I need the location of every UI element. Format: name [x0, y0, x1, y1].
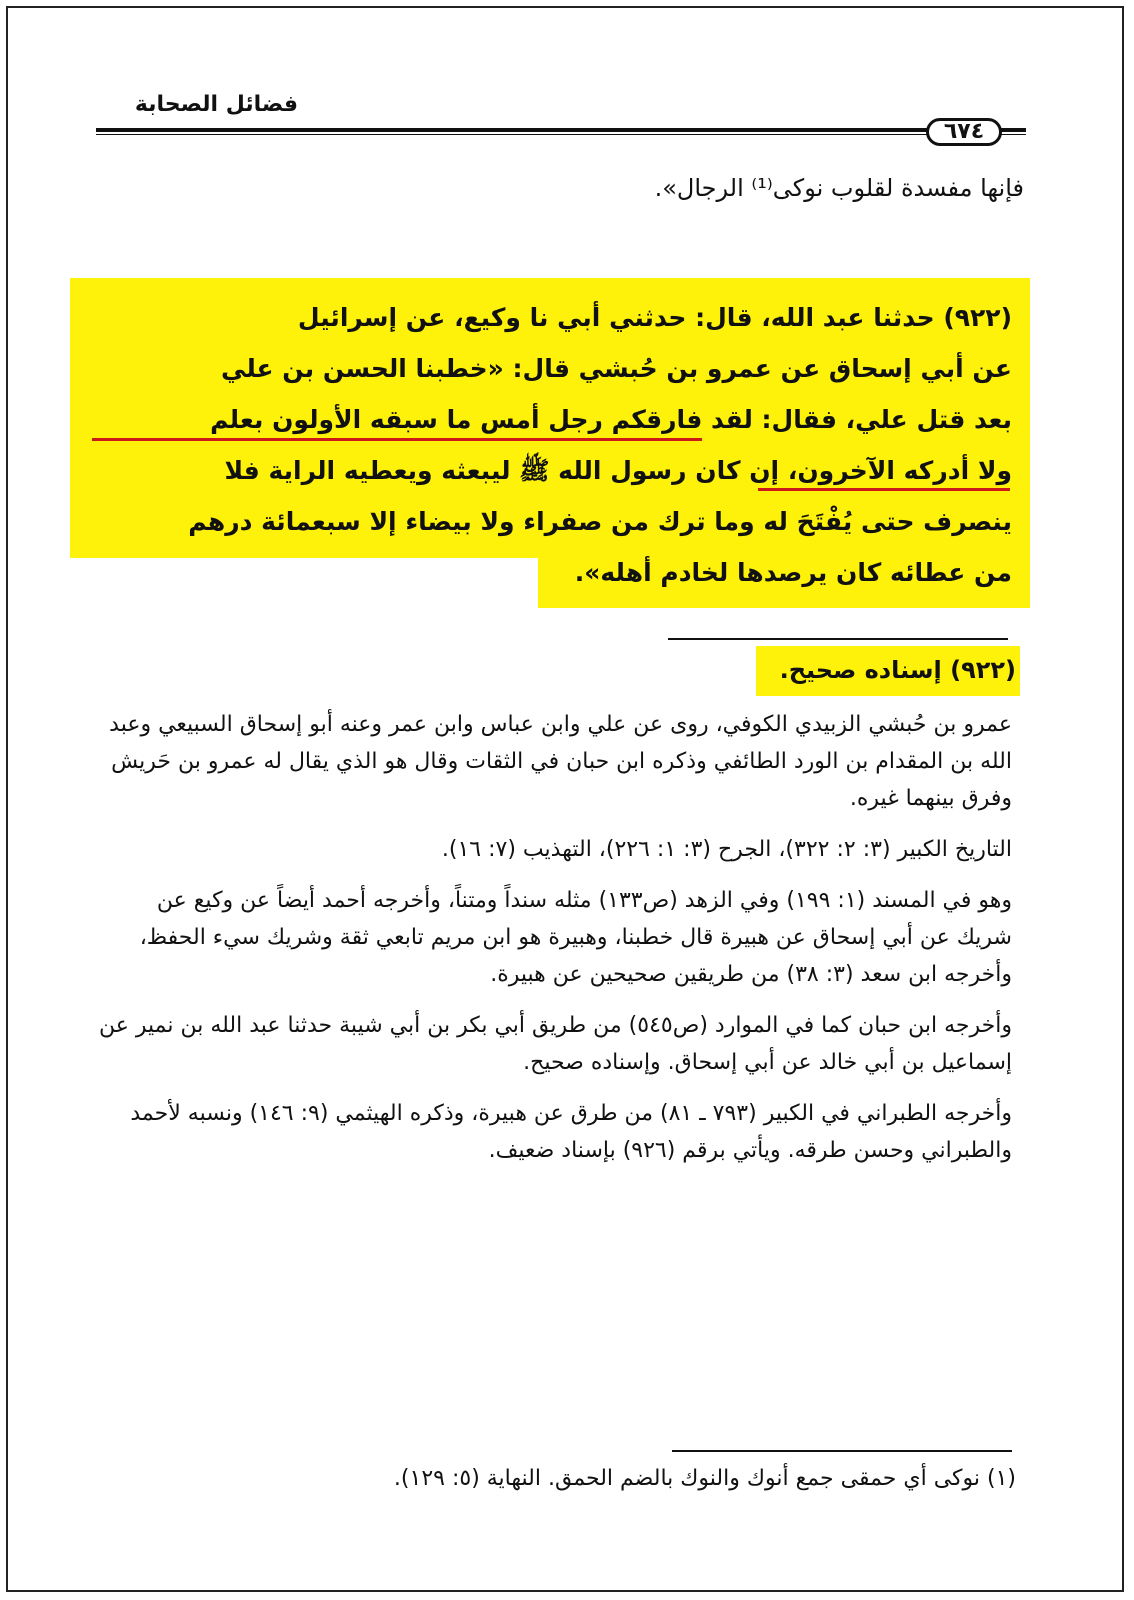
- header-rule: [96, 128, 1026, 132]
- isnad-reference: (٩٢٢) إسناده صحيح.: [779, 656, 1016, 684]
- note-paragraph: وهو في المسند (١: ١٩٩) وفي الزهد (ص١٣٣) مثله سنداً ومتناً، وأخرجه أحمد أيضاً عن وكيع عن شريك عن أبي إسحاق عن هبيرة قال خطبنا، وهبيرة هو ابن مريم تابعي ثقة وشريك سيء الحفظ، وأخرجه ابن سعد (٣: ٣٨) من طريقين صحيحين عن هبيرة.: [139, 888, 1012, 987]
- hadith-line: من عطائه كان يرصدها لخادم أهله».: [574, 558, 1012, 587]
- footnote-separator: [672, 1450, 1012, 1452]
- hadith-line: (٩٢٢) حدثنا عبد الله، قال: حدثني أبي نا وكيع، عن إسرائيل: [297, 303, 1012, 332]
- running-header-title: فضائل الصحابة: [134, 92, 298, 117]
- footnote: (١) نوكى أي حمقى جمع أنوك والنوك بالضم الحمق. النهاية (٥: ١٢٩).: [393, 1466, 1016, 1491]
- header-rule-thin: [96, 134, 1026, 135]
- note-paragraph: وأخرجه ابن حبان كما في الموارد (ص٥٤٥) من طريق أبي بكر بن أبي شيبة حدثنا عبد الله بن نمير عن إسماعيل بن أبي خالد عن أبي إسحاق. وإسناده صحيح.: [99, 1013, 1012, 1075]
- section-separator: [668, 638, 1008, 640]
- note-paragraph: وأخرجه الطبراني في الكبير (٧٩٣ ـ ٨١) من طرق عن هبيرة، وذكره الهيثمي (٩: ١٤٦) ونسبه لأحمد والطبراني وحسن طرقه. ويأتي برقم (٩٢٦) بإسناد ضعيف.: [130, 1101, 1012, 1163]
- note-paragraph: عمرو بن حُبشي الزبيدي الكوفي، روى عن علي وابن عباس وابن عمر وعنه أبو إسحاق السبيعي وعبد الله بن المقدام بن الورد الطائفي وذكره ابن حبان في الثقات وقال هو الذي يقال له عمرو بن حَريش وفرق بينهما غيره.: [109, 712, 1012, 811]
- hadith-text: [96, 292, 1012, 598]
- page-number: ٦٧٤: [926, 118, 1002, 146]
- red-underline: [92, 438, 702, 441]
- red-underline: [758, 488, 1010, 491]
- note-paragraph: التاريخ الكبير (٣: ٢: ٣٢٢)، الجرح (٣: ١: ٢٢٦)، التهذيب (٧: ١٦).: [441, 837, 1012, 862]
- hadith-line: بعد قتل علي، فقال: لقد فارقكم رجل أمس ما سبقه الأولون بعلم: [210, 405, 1012, 434]
- continuation-line: فإنها مفسدة لقلوب نوكى⁽¹⁾ الرجال».: [654, 174, 1024, 202]
- commentary: [96, 706, 1012, 1183]
- hadith-line: ولا أدركه الآخرون، إن كان رسول الله ﷺ ليبعثه ويعطيه الراية فلا: [224, 456, 1012, 485]
- hadith-line: عن أبي إسحاق عن عمرو بن حُبشي قال: «خطبنا الحسن بن علي: [221, 354, 1012, 383]
- hadith-line: ينصرف حتى يُفْتَحَ له وما ترك من صفراء ولا بيضاء إلا سبعمائة درهم: [188, 507, 1012, 536]
